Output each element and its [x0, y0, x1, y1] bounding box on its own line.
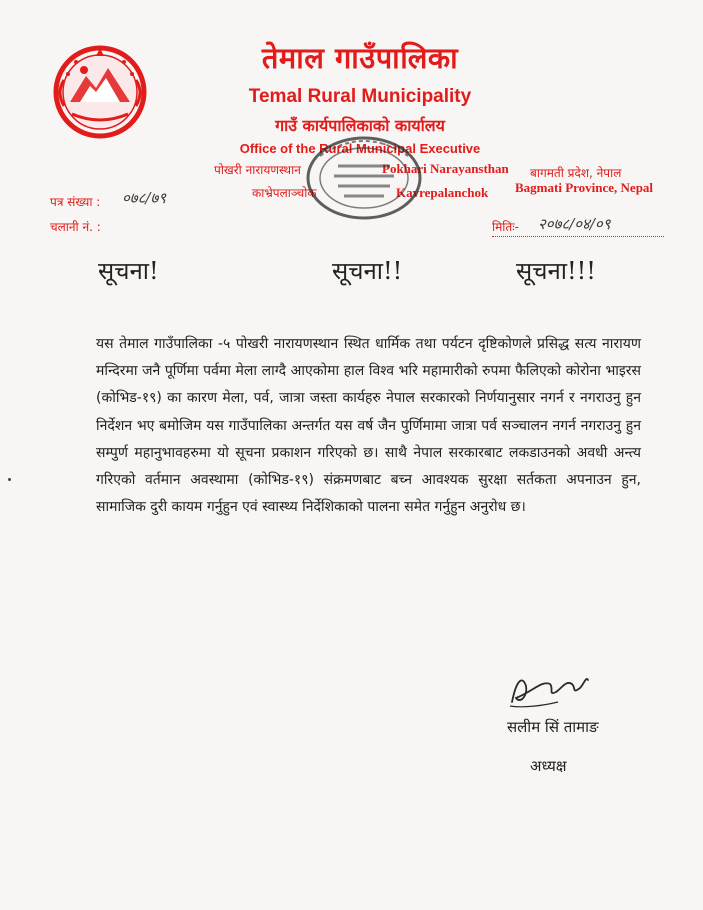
date-value: २०७८/०४/०९	[538, 215, 611, 233]
signatory-title: अध्यक्ष	[530, 757, 567, 775]
province-nepali: बागमती प्रदेश, नेपाल	[530, 166, 622, 180]
nepal-government-emblem-icon	[50, 40, 150, 140]
dispatch-number-label: चलानी नं. :	[50, 220, 101, 234]
province-english: Bagmati Province, Nepal	[515, 180, 654, 195]
letter-number-value: ०७८/७९	[122, 189, 167, 207]
date-label: मितिः-	[492, 220, 519, 234]
notice-body: यस तेमाल गाउँपालिका -५ पोखरी नारायणस्थान स्थित धार्मिक तथा पर्यटन दृष्टिकोणले प्रसिद्ध सत्य नारायण मन्दिरमा जनै पूर्णिमा पर्वमा मेला लाग्दै आएकोमा हाल विश्व भरि महामारीको रुपमा फैलिएको कोरोना भाइरस (कोभिड-१९) का कारण मेला, पर्व, जात्रा जस्ता कार्यहरु नेपाल सरकारको निर्णयानुसार नगर्न र नगराउनु हुन निर्देशन भए बमोजिम यस गाउँपालिका अन्तर्गत यस वर्ष जैन पुर्णिमामा जात्रा पर्व सञ्चालन नगर्न नगराउनु हुन सम्पुर्ण महानुभावहरुमा यो सूचना प्रकाशन गरिएको छ। साथै नेपाल सरकारबाट लकडाउनको अवधी अन्त्य गरिएको वर्तमान अवस्थामा (कोभिड-१९) संक्रमणबाट बच्न आवश्यक सुरक्षा सर्तकता अपनाउन हुन, सामाजिक दुरी कायम गर्नुहुन एवं स्वास्थ्य निर्देशिकाको पालना समेत गर्नुहुन अनुरोध छ।	[96, 336, 641, 516]
address-english: Pokhari Narayansthan	[382, 161, 509, 176]
municipality-english-title: Temal Rural Municipality	[248, 86, 472, 107]
notice-title-1: सूचना!	[98, 257, 159, 285]
handwritten-signature-icon	[502, 662, 592, 712]
district-english: Kavrepalanchok	[396, 185, 489, 200]
letter-number-label: पत्र संख्या :	[50, 195, 101, 209]
office-seal-stamp-icon	[298, 126, 430, 226]
scan-speck	[8, 478, 11, 481]
address-nepali: पोखरी नारायणस्थान	[214, 163, 301, 177]
municipality-nepali-title: तेमाल गाउँपालिका	[261, 41, 459, 75]
notice-title-2: सूचना!!	[332, 257, 403, 285]
district-nepali: काभ्रेपलाञ्चोक	[252, 186, 317, 200]
signatory-name: सलीम सिं तामाङ	[507, 718, 599, 736]
notice-title-3: सूचना!!!	[516, 257, 596, 285]
office-nepali-title: गाउँ कार्यपालिकाको कार्यालय	[275, 116, 445, 135]
office-english-title: Office of the Rural Municipal Executive	[239, 141, 481, 156]
